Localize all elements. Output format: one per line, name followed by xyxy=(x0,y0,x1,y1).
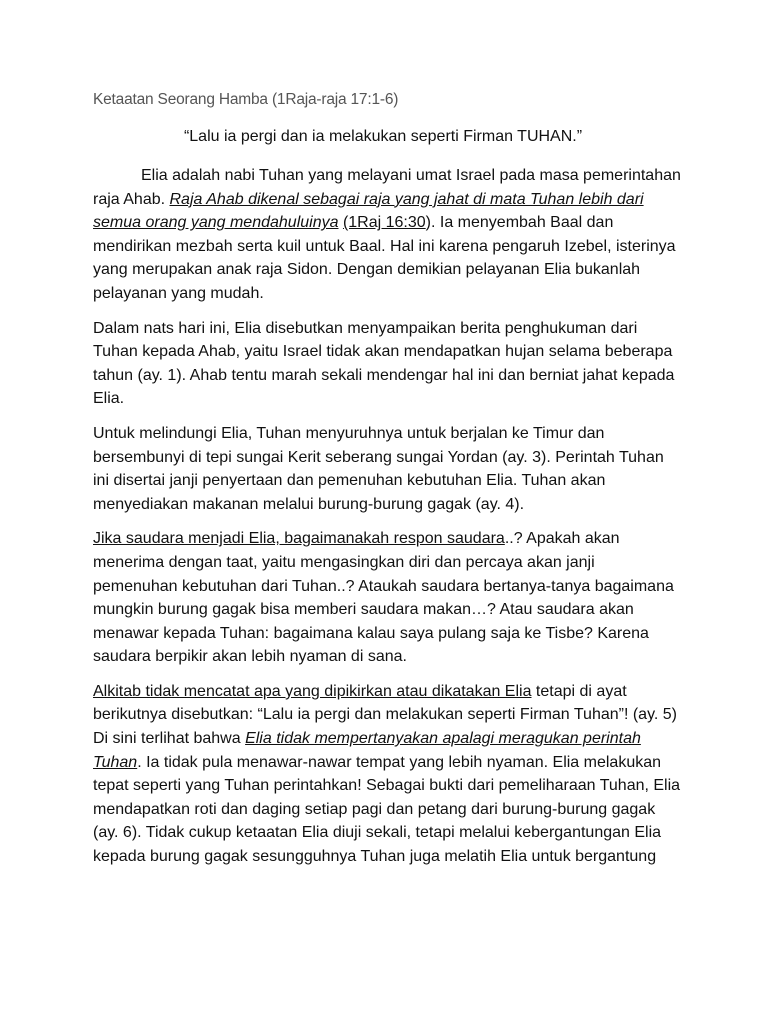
paragraph-text: ). Ia menyembah Baal dan mendirikan mezbah serta kuil untuk Baal. Hal ini karena pengaruh Izebel, isterinya yang merupakan anak raja Sidon. Dengan demikian pelayanan Elia bukanlah pelayanan yang mudah. xyxy=(93,214,676,302)
paragraph-1 xyxy=(93,164,683,306)
emphasized-text: Alkitab tidak mencatat apa yang dipikirkan atau dikatakan Elia xyxy=(93,682,532,700)
paragraph-2 xyxy=(93,317,683,411)
paragraph-text: ..? Apakah akan menerima dengan taat, yaitu mengasingkan diri dan percaya akan janji pemenuhan kebutuhan dari Tuhan..? Ataukah saudara bertanya-tanya bagaimana mungkin burung gagak bisa memberi saudara makan…? Atau saudara akan menawar kepada Tuhan: bagaimana kalau saya pulang saja ke Tisbe? Karena saudara berpikir akan lebih nyaman di sana. xyxy=(93,530,674,666)
emphasized-text: Raja Ahab dikenal sebagai raja yang jahat di mata Tuhan lebih dari semua orang yang mendahuluinya xyxy=(93,190,644,232)
paragraph-text: Elia adalah nabi Tuhan yang melayani umat Israel pada masa pemerintahan raja Ahab. xyxy=(93,167,681,208)
emphasized-text: (1Raj 16:30 xyxy=(342,214,426,232)
paragraph-text: tetapi di ayat berikutnya disebutkan: “Lalu ia pergi dan melakukan seperti Firman Tuhan”! (ay. 5) Di sini terlihat bahwa xyxy=(93,682,678,748)
document-title: Ketaatan Seorang Hamba (1Raja-raja 17:1-6) xyxy=(93,91,399,108)
document-body xyxy=(93,164,683,869)
emphasized-text: Jika saudara menjadi Elia, bagaimanakah respon saudara xyxy=(93,530,505,548)
emphasized-text: Elia tidak mempertanyakan apalagi meragukan perintah Tuhan xyxy=(93,730,641,771)
paragraph-text: Untuk melindungi Elia, Tuhan menyuruhnya untuk berjalan ke Timur dan bersembunyi di tepi sungai Kerit seberang sungai Yordan (ay. 3). Perintah Tuhan ini disertai janji penyertaan dan pemenuhan kebutuhan Elia. Tuhan akan menyediakan makanan melalui burung-burung gagak (ay. 4). xyxy=(93,424,664,513)
paragraph-4 xyxy=(93,527,683,669)
paragraph-3 xyxy=(93,422,683,516)
paragraph-5 xyxy=(93,680,683,869)
opening-quote: “Lalu ia pergi dan ia melakukan seperti Firman TUHAN.” xyxy=(183,128,583,145)
document-page xyxy=(93,88,683,880)
paragraph-text: . Ia tidak pula menawar-nawar tempat yang lebih nyaman. Elia melakukan tepat seperti yang Tuhan perintahkan! Sebagai bukti dari pemeliharaan Tuhan, Elia mendapatkan roti dan daging setiap pagi dan petang dari burung-burung gagak (ay. 6). Tidak cukup ketaatan Elia diuji sekali, tetapi melalui kebergantungan Elia kepada burung gagak sesungguhnya Tuhan juga melatih Elia untuk bergantung xyxy=(93,753,681,866)
paragraph-text: Dalam nats hari ini, Elia disebutkan menyampaikan berita penghukuman dari Tuhan kepada Ahab, yaitu Israel tidak akan mendapatkan hujan selama beberapa tahun (ay. 1). Ahab tentu marah sekali mendengar hal ini dan berniat jahat kepada Elia. xyxy=(93,319,675,408)
